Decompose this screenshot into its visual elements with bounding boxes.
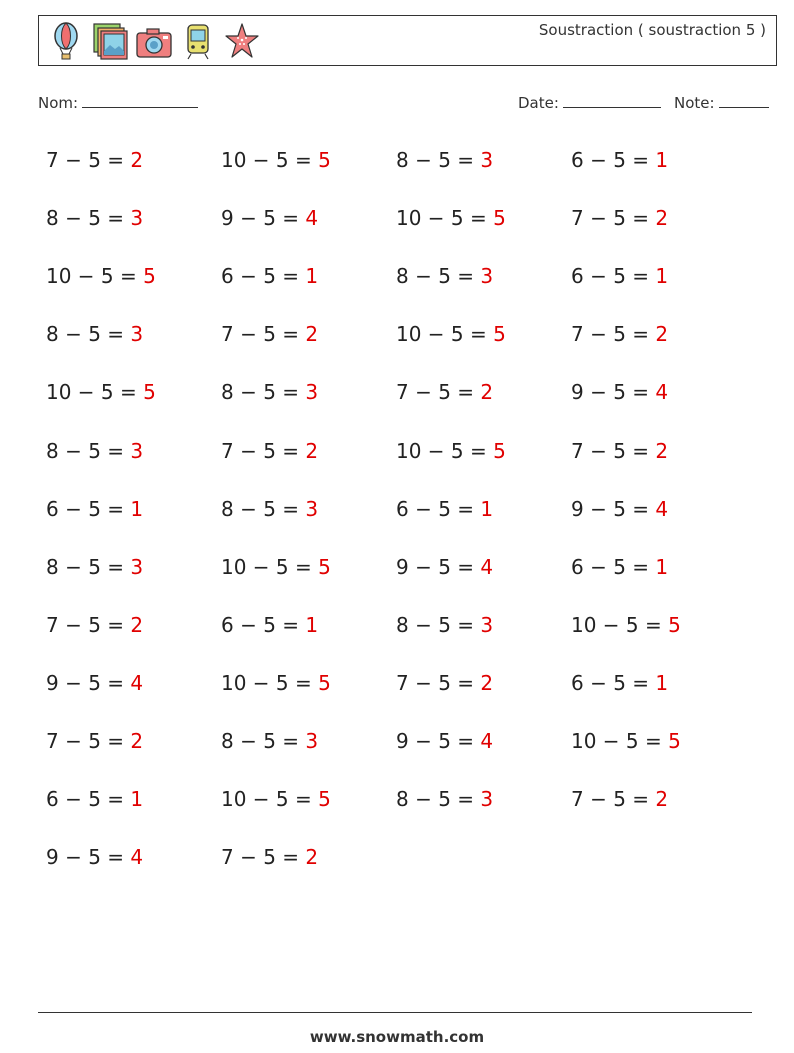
problem-item [46,671,143,695]
problem-question: 6 − 5 = [46,787,125,812]
problem-item [46,264,156,288]
problem-question: 6 − 5 = [221,612,300,637]
problem-answer: 2 [655,206,669,231]
problem-question: 10 − 5 = [221,787,312,812]
date-field [518,93,661,112]
problem-question: 7 − 5 = [221,438,300,463]
problem-item [396,264,493,288]
problem-item [396,555,493,579]
problem-answer: 5 [493,322,506,347]
problem-question: 7 − 5 = [46,612,125,637]
problem-question: 10 − 5 = [571,612,662,637]
problem-answer: 4 [480,554,494,579]
problem-answer: 1 [655,264,669,289]
problem-answer: 5 [318,670,331,695]
problem-question: 10 − 5 = [46,264,137,289]
problem-question: 8 − 5 = [396,264,475,289]
problem-answer: 3 [130,438,144,463]
problem-question: 8 − 5 = [396,787,475,812]
problem-answer: 2 [480,380,494,405]
problem-question: 10 − 5 = [221,554,312,579]
problem-question: 7 − 5 = [571,438,650,463]
problem-question: 10 − 5 = [571,729,662,753]
problem-question: 8 − 5 = [396,612,475,637]
problem-answer: 1 [655,670,669,695]
problem-item [46,555,143,579]
problem-item [46,439,143,463]
problem-answer: 5 [493,438,506,463]
problem-answer: 3 [480,787,494,812]
problem-answer: 5 [318,787,331,812]
problem-item [396,787,493,811]
problem-item [571,729,681,753]
problem-answer: 3 [305,380,319,405]
problem-item [571,439,668,463]
name-line[interactable] [82,93,198,108]
hot-air-balloon-icon [47,21,85,61]
problem-answer: 2 [655,438,669,463]
problem-item [46,206,143,230]
problem-answer: 4 [130,845,144,870]
problem-question: 8 − 5 = [46,206,125,231]
problem-question: 7 − 5 = [221,322,300,347]
problem-item [221,497,318,521]
grade-label: Note: [674,94,715,112]
name-field [38,93,198,112]
problem-question: 9 − 5 = [46,670,125,695]
problem-question: 6 − 5 = [571,148,650,172]
date-line[interactable] [563,93,661,108]
worksheet-header [38,15,777,66]
problem-item [46,613,143,637]
problem-item [396,439,506,463]
problem-item [221,555,331,579]
problem-question: 8 − 5 = [221,496,300,521]
problem-question: 7 − 5 = [46,729,125,753]
problem-question: 6 − 5 = [46,496,125,521]
problem-item [396,148,493,172]
problem-item [571,264,668,288]
problem-item [571,613,681,637]
problem-question: 8 − 5 = [46,438,125,463]
problem-question: 8 − 5 = [221,380,300,405]
problem-question: 7 − 5 = [571,206,650,231]
problem-item [396,729,493,753]
problem-answer: 1 [305,612,319,637]
problem-answer: 3 [130,554,144,579]
name-label: Nom: [38,94,79,112]
problem-answer: 3 [305,729,319,753]
problem-answer: 2 [480,670,494,695]
problem-item [46,729,143,753]
problem-answer: 1 [130,496,144,521]
problem-question: 7 − 5 = [396,670,475,695]
problem-answer: 3 [480,264,494,289]
date-label: Date: [518,94,559,112]
problem-item [571,322,668,346]
footer-divider [38,1012,752,1013]
problem-answer: 1 [655,554,669,579]
problem-answer: 2 [305,845,319,870]
problem-question: 7 − 5 = [46,148,125,172]
problem-question: 6 − 5 = [571,554,650,579]
problem-answer: 5 [143,264,156,289]
problem-answer: 3 [130,322,144,347]
problem-question: 9 − 5 = [46,845,125,870]
problem-answer: 5 [318,554,331,579]
problem-item [221,845,318,869]
problem-question: 9 − 5 = [221,206,300,231]
problem-answer: 3 [480,148,494,172]
problem-question: 6 − 5 = [571,670,650,695]
problem-item [396,380,493,404]
problem-question: 7 − 5 = [396,380,475,405]
problem-question: 6 − 5 = [396,496,475,521]
problem-item [221,322,318,346]
problem-item [396,671,493,695]
worksheet-title: Soustraction ( soustraction 5 ) [538,21,766,39]
problem-question: 9 − 5 = [571,496,650,521]
problem-item [571,555,668,579]
problem-item [46,148,143,172]
camera-icon [135,21,173,61]
problem-item [396,613,493,637]
problem-answer: 3 [130,206,144,231]
picture-frames-icon [91,21,129,61]
problem-answer: 1 [480,496,494,521]
problem-item [571,497,668,521]
problem-answer: 2 [130,729,144,753]
problem-item [221,729,318,753]
problem-question: 7 − 5 = [571,787,650,812]
problem-item [46,497,143,521]
problem-item [571,206,668,230]
problem-item [46,380,156,404]
problem-item [221,439,318,463]
footer-url: www.snowmath.com [309,1028,485,1046]
problem-item [396,322,506,346]
problem-answer: 4 [655,380,669,405]
problem-item [46,322,143,346]
problem-question: 8 − 5 = [46,322,125,347]
problem-item [221,671,331,695]
problem-item [46,845,143,869]
problem-answer: 3 [480,612,494,637]
problem-question: 10 − 5 = [221,148,312,172]
problem-answer: 2 [130,612,144,637]
problem-item [221,613,318,637]
problem-answer: 5 [493,206,506,231]
problem-question: 10 − 5 = [46,380,137,405]
problem-answer: 4 [480,729,494,753]
problem-answer: 1 [305,264,319,289]
problem-answer: 3 [305,496,319,521]
problem-answer: 5 [668,612,681,637]
problem-answer: 4 [305,206,319,231]
problem-question: 6 − 5 = [221,264,300,289]
problem-question: 8 − 5 = [221,729,300,753]
grade-field [674,93,769,112]
grade-line[interactable] [719,93,769,108]
problem-answer: 1 [130,787,144,812]
problem-item [396,206,506,230]
problem-question: 10 − 5 = [221,670,312,695]
problem-item [396,497,493,521]
problem-question: 7 − 5 = [221,845,300,870]
problem-item [221,787,331,811]
problem-answer: 2 [655,787,669,812]
problem-answer: 2 [655,322,669,347]
problem-item [571,787,668,811]
problem-answer: 5 [318,148,331,172]
problem-item [571,148,668,172]
problem-question: 7 − 5 = [571,322,650,347]
problem-answer: 2 [305,438,319,463]
header-icons [47,20,261,62]
problem-answer: 5 [668,729,681,753]
problem-answer: 4 [655,496,669,521]
problem-question: 9 − 5 = [396,729,475,753]
problem-item [221,380,318,404]
problem-question: 10 − 5 = [396,206,487,231]
problem-question: 6 − 5 = [571,264,650,289]
problem-item [571,671,668,695]
starfish-icon [223,21,261,61]
problem-question: 9 − 5 = [396,554,475,579]
problem-question: 8 − 5 = [46,554,125,579]
problem-item [46,787,143,811]
problem-item [571,380,668,404]
problem-answer: 1 [655,148,669,172]
problem-question: 10 − 5 = [396,322,487,347]
problem-answer: 4 [130,670,144,695]
problem-item [221,148,331,172]
problem-item [221,206,318,230]
tram-icon [179,21,217,61]
problem-question: 10 − 5 = [396,438,487,463]
problem-answer: 2 [130,148,144,172]
problem-answer: 2 [305,322,319,347]
problem-question: 8 − 5 = [396,148,475,172]
problem-question: 9 − 5 = [571,380,650,405]
problem-answer: 5 [143,380,156,405]
problem-item [221,264,318,288]
